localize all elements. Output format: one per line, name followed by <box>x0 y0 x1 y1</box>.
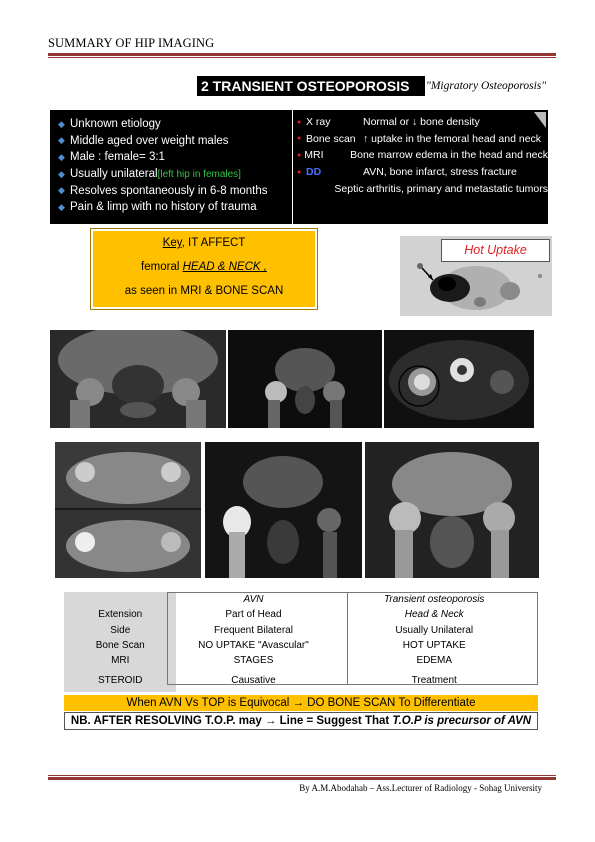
footer-rule <box>48 777 556 780</box>
corner-arrow-icon <box>534 112 546 128</box>
differentiate-banner: When AVN Vs TOP is Equivocal → DO BONE SCAN To Differentiate <box>64 695 538 711</box>
dot-bullet-icon: ● <box>297 135 302 143</box>
imaging-row: ● DD AVN, bone infarct, stress fracture <box>293 164 548 181</box>
feature-item: ◆ Middle aged over weight males <box>58 134 229 147</box>
dot-bullet-icon: ● <box>297 168 302 176</box>
nb-note: NB. AFTER RESOLVING T.O.P. may → Line = Suggest That T.O.P is precursor of AVN <box>64 712 538 730</box>
table-row: MRI STAGES EDEMA <box>64 653 538 668</box>
imaging-row: Septic arthritis, primary and metastatic tumors <box>334 182 548 195</box>
pelvis-xray-image <box>50 330 226 428</box>
feature-item: ◆ Resolves spontaneously in 6-8 months <box>58 184 268 197</box>
table-row: Bone Scan NO UPTAKE "Avascular" HOT UPTAKE <box>64 638 538 653</box>
key-word: Key <box>162 237 182 249</box>
feature-item: ◆ Pain & limp with no history of trauma <box>58 201 257 214</box>
imaging-row: ● MRI Bone marrow edema in the head and neck <box>293 147 548 164</box>
feature-highlight: [left hip in females] <box>157 168 241 180</box>
diamond-bullet-icon: ◆ <box>58 135 65 146</box>
top-column-border <box>347 592 538 685</box>
table-row: STEROID Causative Treatment <box>64 668 538 692</box>
axial-mri-pair-image <box>55 442 201 578</box>
table-header-row: AVN Transient osteoporosis <box>64 592 538 607</box>
feature-item: ◆ Unknown etiology <box>58 118 161 131</box>
key-box: Key, IT AFFECT femoral HEAD & NECK , as seen in MRI & BONE SCAN <box>91 229 317 309</box>
dot-bullet-icon: ● <box>297 118 302 126</box>
feature-item: ◆ Male : female= 3:1 <box>58 151 165 164</box>
diamond-bullet-icon: ◆ <box>58 118 65 129</box>
header-rule <box>48 53 556 56</box>
coronal-t1-mri-image <box>365 442 539 578</box>
page-header-title: SUMMARY OF HIP IMAGING <box>48 36 215 50</box>
coronal-mri-edema-image <box>205 442 362 578</box>
diamond-bullet-icon: ◆ <box>58 151 65 162</box>
diamond-bullet-icon: ◆ <box>58 201 65 212</box>
features-panel <box>50 110 292 224</box>
coronal-mri-image <box>228 330 382 428</box>
diamond-bullet-icon: ◆ <box>58 185 65 196</box>
head-neck-emphasis: HEAD & NECK , <box>182 261 267 273</box>
section-title: 2 TRANSIENT OSTEOPOROSIS <box>197 76 425 96</box>
imaging-row: ● X ray Normal or ↓ bone density <box>293 114 548 131</box>
footer-rule-thin <box>48 775 556 776</box>
feature-item: ◆ Usually unilateral [left hip in females] <box>58 168 241 181</box>
imaging-findings-panel <box>293 110 548 224</box>
table-row: Extension Part of Head Head & Neck <box>64 607 538 622</box>
diamond-bullet-icon: ◆ <box>58 168 65 179</box>
footer-credit: By A.M.Abodahab – Ass.Lecturer of Radiology - Sohag University <box>299 783 542 793</box>
dot-bullet-icon: ● <box>297 151 302 159</box>
table-row: Side Frequent Bilateral Usually Unilateral <box>64 623 538 638</box>
axial-mri-image <box>384 330 534 428</box>
section-subtitle: "Migratory Osteoporosis" <box>426 80 547 92</box>
imaging-row: ● Bone scan ↑ uptake in the femoral head and neck <box>293 131 548 148</box>
hot-uptake-label: Hot Uptake <box>441 239 550 262</box>
avn-column-border <box>167 592 348 685</box>
header-rule-thin <box>48 57 556 58</box>
